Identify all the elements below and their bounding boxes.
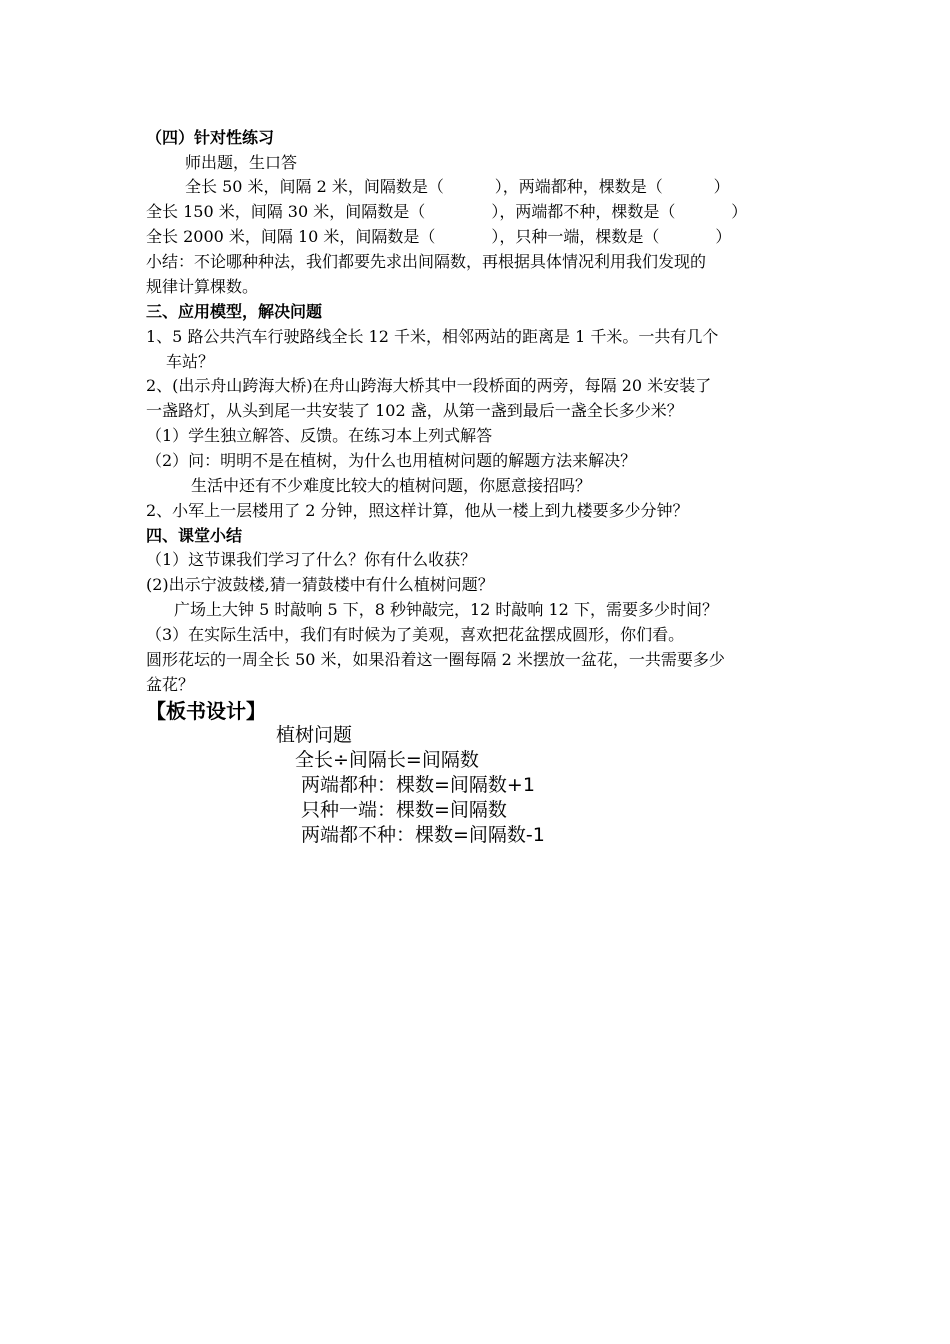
board-formula-interval: 全长÷间隔长=间隔数 [295,749,479,771]
board-formula-one-end: 只种一端：棵数=间隔数 [301,799,507,821]
section-heading-class-summary: 四、课堂小结 [146,526,243,545]
exercise-3: 全长 2000 米，间隔 10 米，间隔数是（ ），只种一端，棵数是（ ） [146,227,732,246]
board-formula-both-ends: 两端都种：棵数=间隔数+1 [301,774,535,796]
exercise-2: 全长 150 米，间隔 30 米，间隔数是（ ），两端都不种，棵数是（ ） [146,202,748,221]
summary-line-1: 小结：不论哪种种法，我们都要先求出间隔数，再根据具体情况利用我们发现的 [146,252,707,271]
exercise-1: 全长 50 米，间隔 2 米，间隔数是（ ），两端都种，棵数是（ ） [185,177,730,196]
section-heading-targeted-practice: （四）针对性练习 [146,128,275,147]
summary-item-flowerbed-line-2: 盆花？ [146,675,195,694]
question-2-line-2: 一盏路灯，从头到尾一共安装了 102 盏，从第一盏到最后一盏全长多少米？ [146,401,683,420]
question-2-line-1: 2、(出示舟山跨海大桥)在舟山跨海大桥其中一段桥面的两旁，每隔 20 米安装了 [146,376,712,395]
question-1-line-1: 1、5 路公共汽车行驶路线全长 12 千米，相邻两站的距离是 1 千米。一共有几个 [146,327,719,346]
question-2-step-3: 生活中还有不少难度比较大的植树问题，你愿意接招吗？ [191,476,592,495]
board-title: 植树问题 [276,724,353,746]
teacher-instruction: 师出题，生口答 [185,153,298,172]
summary-item-2: (2)出示宁波鼓楼,猜一猜鼓楼中有什么植树问题？ [146,575,494,594]
question-2-step-1: （1）学生独立解答、反馈。在练习本上列式解答 [146,426,493,445]
summary-line-2: 规律计算棵数。 [146,277,259,296]
question-2-step-2: （2）问：明明不是在植树，为什么也用植树问题的解题方法来解决？ [146,451,637,470]
board-formula-no-ends: 两端都不种：棵数=间隔数-1 [301,824,545,846]
board-design-heading: 【板书设计】 [146,699,266,723]
summary-item-clock: 广场上大钟 5 时敲响 5 下，8 秒钟敲完，12 时敲响 12 下，需要多少时间？ [174,600,718,619]
question-3: 2、小军上一层楼用了 2 分钟，照这样计算，他从一楼上到九楼要多少分钟？ [146,501,689,520]
section-heading-apply-model: 三、应用模型，解决问题 [146,302,323,321]
summary-item-flowerbed-line-1: 圆形花坛的一周全长 50 米，如果沿着这一圈每隔 2 米摆放一盆花，一共需要多少 [146,650,725,669]
question-1-line-2: 车站？ [166,352,215,371]
summary-item-1: （1）这节课我们学习了什么？你有什么收获？ [146,550,477,569]
summary-item-3: （3）在实际生活中，我们有时候为了美观，喜欢把花盆摆成圆形，你们看。 [146,625,685,644]
